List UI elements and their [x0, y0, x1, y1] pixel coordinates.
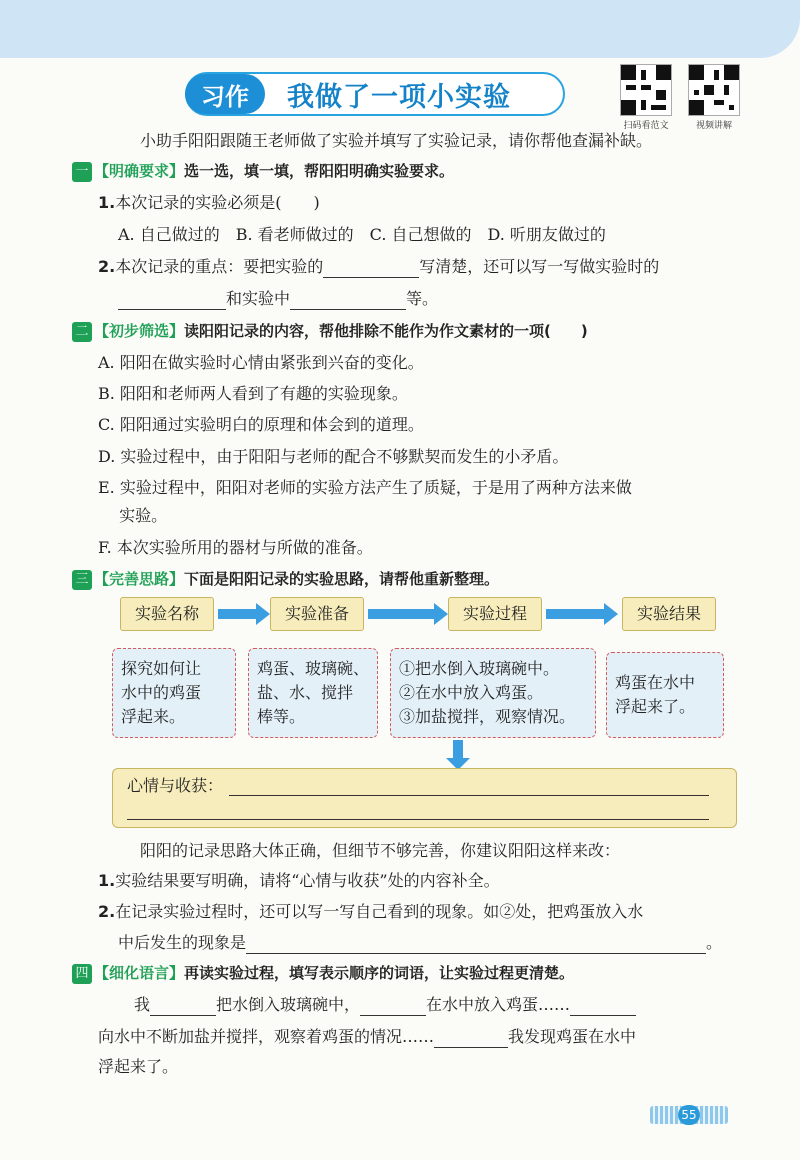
- s3-question-1: 1.实验结果要写明确，请将“心情与收获”处的内容补全。: [98, 871, 500, 890]
- s2-option: E. 实验过程中，阳阳对老师的实验方法产生了质疑，于是用了两种方法来做: [98, 478, 632, 497]
- s3-blank-phenomenon[interactable]: [246, 936, 706, 954]
- mood-label: 心情与收获：: [127, 776, 224, 795]
- s1-blank-1[interactable]: [323, 260, 419, 278]
- step-label-process: 实验过程: [448, 597, 542, 631]
- s2-option: D. 实验过程中，由于阳阳与老师的配合不够默契而发生的小矛盾。: [98, 447, 569, 466]
- section4-number: 四: [72, 964, 92, 984]
- mood-harvest-box: [112, 768, 737, 828]
- s4-blank-2[interactable]: [360, 998, 426, 1016]
- title-badge: 习作: [185, 74, 265, 114]
- step-label-name: 实验名称: [120, 597, 214, 631]
- s2-option: F. 本次实验所用的器材与所做的准备。: [98, 538, 373, 557]
- title-text: 我做了一项小实验: [287, 81, 511, 113]
- s3-question-2-cont: 中后发生的现象是 。: [118, 933, 723, 952]
- arrow-right-icon: [368, 609, 434, 619]
- section3-number: 三: [72, 570, 92, 590]
- s1-options: A. 自己做过的 B. 看老师做过的 C. 自己想做的 D. 听朋友做过的: [118, 225, 606, 244]
- s1-question-2-cont: 和实验中 等。: [118, 288, 438, 310]
- s4-paragraph-line-2: 向水中不断加盐并搅拌，观察着鸡蛋的情况…… 我发现鸡蛋在水中: [98, 1027, 637, 1046]
- section2-instruction: 读阳阳记录的内容，帮他排除不能作为作文素材的一项( ): [184, 322, 588, 340]
- section4-heading: [72, 962, 574, 984]
- s1-question-1: 1.本次记录的实验必须是( ): [98, 193, 320, 212]
- section1-heading: [72, 160, 454, 182]
- s1-blank-2[interactable]: [118, 292, 226, 310]
- s4-paragraph-line-1: 我 把水倒入玻璃碗中， 在水中放入鸡蛋……: [134, 994, 636, 1016]
- section2-number: 二: [72, 322, 92, 342]
- step-box-process: ①把水倒入玻璃碗中。 ②在水中放入鸡蛋。 ③加盐搅拌，观察情况。: [390, 648, 596, 738]
- page-number: 55: [678, 1105, 700, 1125]
- qr-code-video-icon[interactable]: [688, 64, 740, 116]
- step-box-prep: 鸡蛋、玻璃碗、 盐、水、搅拌 棒等。: [248, 648, 378, 738]
- s4-blank-4[interactable]: [434, 1030, 508, 1048]
- s2-option: A. 阳阳在做实验时心情由紧张到兴奋的变化。: [98, 353, 424, 372]
- s4-blank-1[interactable]: [150, 998, 216, 1016]
- section1-tag: 【明确要求】: [94, 162, 185, 180]
- s2-option: C. 阳阳通过实验明白的原理和体会到的道理。: [98, 415, 424, 434]
- section3-heading: [72, 568, 499, 590]
- step-label-prep: 实验准备: [270, 597, 364, 631]
- step-label-result: 实验结果: [622, 597, 716, 631]
- arrow-right-icon: [546, 609, 604, 619]
- step-box-name: 探究如何让 水中的鸡蛋 浮起来。: [112, 648, 236, 738]
- qr-label-sample: 扫码看范文: [623, 121, 669, 131]
- s3-question-2: 2.在记录实验过程时，还可以写一写自己看到的现象。如②处，把鸡蛋放入水: [98, 902, 644, 921]
- step-box-result: 鸡蛋在水中 浮起来了。: [606, 652, 724, 738]
- s4-paragraph-line-3: 浮起来了。: [98, 1057, 179, 1076]
- mood-blank-2[interactable]: [127, 819, 709, 820]
- section4-tag: 【细化语言】: [94, 964, 185, 982]
- section4-instruction: 再读实验过程，填写表示顺序的词语，让实验过程更清楚。: [184, 964, 575, 982]
- section2-heading: [72, 320, 588, 342]
- s3-summary: 阳阳的记录思路大体正确，但细节不够完善，你建议阳阳这样来改：: [140, 841, 621, 860]
- page-title: [185, 72, 565, 116]
- qr-code-sample-icon[interactable]: [620, 64, 672, 116]
- arrow-right-icon: [218, 609, 256, 619]
- top-banner: [0, 0, 800, 58]
- arrow-down-icon: [453, 740, 463, 758]
- intro-text: 小助手阳阳跟随王老师做了实验并填写了实验记录，请你帮他查漏补缺。: [140, 131, 653, 150]
- section3-instruction: 下面是阳阳记录的实验思路，请帮他重新整理。: [184, 570, 500, 588]
- s2-option: B. 阳阳和老师两人看到了有趣的实验现象。: [98, 384, 408, 403]
- mood-blank-1[interactable]: [229, 795, 709, 796]
- section1-instruction: 选一选，填一填，帮阳阳明确实验要求。: [184, 162, 455, 180]
- section2-tag: 【初步筛选】: [94, 322, 185, 340]
- qr-label-video: 视频讲解: [695, 121, 732, 131]
- s2-option: 实验。: [98, 506, 168, 525]
- section1-number: 一: [72, 162, 92, 182]
- s4-blank-3[interactable]: [570, 998, 636, 1016]
- page-number-badge: [650, 1106, 728, 1124]
- s1-blank-3[interactable]: [290, 292, 406, 310]
- section3-tag: 【完善思路】: [94, 570, 185, 588]
- s1-question-2: 2.本次记录的重点：要把实验的 写清楚，还可以写一写做实验时的: [98, 257, 660, 276]
